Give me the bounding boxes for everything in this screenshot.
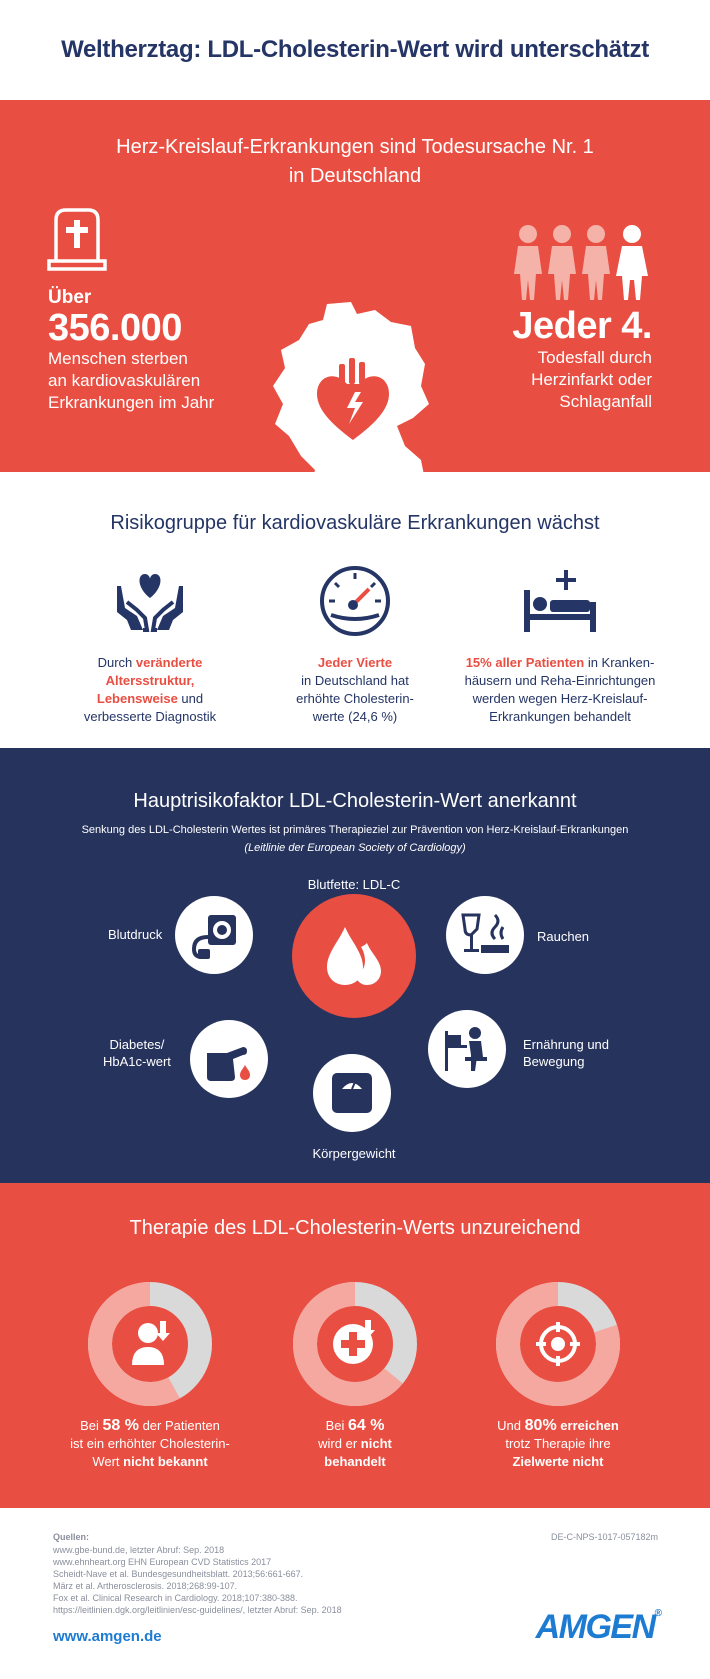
source-item: Scheidt-Nave et al. Bundesgesundheitsblatt. 2013;56:661-667. — [53, 1569, 304, 1579]
risk-group-title: Risikogruppe für kardiovaskuläre Erkrankungen wächst — [110, 512, 600, 534]
smoking-label: Rauchen — [537, 929, 590, 944]
sources-heading: Quellen: — [53, 1532, 90, 1542]
page-title: Weltherztag: LDL-Cholesterin-Wert wird unterschätzt — [61, 36, 649, 63]
deaths-stat: Über 356.000 Menschen sterben an kardiovaskulären Erkrankungen im Jahr — [48, 288, 268, 414]
deaths-number: 356.000 — [48, 307, 182, 349]
gravestone-icon — [46, 206, 108, 272]
medical-cross-icon — [333, 1320, 375, 1364]
ldl-circle — [292, 894, 416, 1018]
mortality-section — [0, 100, 710, 472]
risk-col-patients: 15% aller Patienten in Kranken- häusern und Reha-Einrichtungen werden wegen Herz-Kreislauf- Erkrankungen behandelt — [445, 560, 675, 726]
amgen-logo: AMGEN® — [535, 1608, 662, 1646]
hospital-bed-icon — [520, 568, 600, 634]
risk-factor-title: Hauptrisikofaktor LDL-Cholesterin-Wert anerkannt — [133, 790, 577, 812]
therapy-section — [0, 1183, 710, 1508]
mortality-title: Herz-Kreislauf-Erkrankungen sind Todesursache Nr. 1 in Deutschland — [116, 136, 594, 187]
therapy-text-1: Bei 58 % der Patienten ist ein erhöhter Cholesterin- Wert nicht bekannt — [70, 1417, 230, 1469]
person-desk-icon — [441, 1023, 493, 1075]
source-item: www.ehnheart.org EHN European CVD Statistics 2017 — [53, 1557, 272, 1567]
risk-col-cholesterol: Jeder Vierte in Deutschland hat erhöhte Cholesterin- werte (24,6 %) — [255, 560, 455, 726]
therapy-text-2: Bei 64 % wird er nicht behandelt — [318, 1417, 392, 1469]
ldl-label: Blutfette: LDL-C — [307, 877, 401, 892]
source-item: März et al. Artherosclerosis. 2018;268:99-107. — [53, 1581, 238, 1591]
source-item: www.gbe-bund.de, letzter Abruf: Sep. 2018 — [53, 1545, 225, 1555]
blood-pressure-icon — [188, 909, 240, 961]
scale-icon — [330, 1071, 374, 1115]
risk-group-section — [0, 472, 710, 748]
blood-drops-icon — [321, 921, 387, 991]
donut-chart-unknown — [87, 1281, 213, 1407]
source-item: https://leitlinien.dgk.org/leitlinien/esc-guidelines/, letzter Abruf: Sep. 2018 — [53, 1605, 342, 1615]
people-icon — [512, 224, 652, 302]
smoking-icon — [459, 909, 511, 961]
blood-pressure-circle — [175, 896, 253, 974]
hands-heart-icon — [113, 568, 187, 634]
every-fourth-stat: Jeder 4. Todesfall durch Herzinfarkt oder Schlaganfall — [512, 305, 652, 411]
person-down-icon — [132, 1321, 170, 1365]
gauge-icon — [317, 563, 393, 639]
diabetes-label: Diabetes/ HbA1c-wert — [103, 1037, 171, 1069]
website-link[interactable]: www.amgen.de — [53, 1628, 162, 1645]
footer — [0, 1508, 710, 1679]
smoking-circle — [446, 896, 524, 974]
source-item: Fox et al. Clinical Research in Cardiology. 2018;107:380-388. — [53, 1593, 298, 1603]
therapy-text-3: Und 80% erreichen trotz Therapie ihre Zielwerte nicht — [497, 1417, 619, 1469]
risk-col-demographics: Durch veränderte Altersstruktur, Lebensweise und verbesserte Diagnostik — [50, 560, 250, 726]
sources-list — [53, 1544, 342, 1616]
donut-arc — [100, 1294, 174, 1394]
finger-blood-icon — [203, 1033, 255, 1085]
target-icon — [536, 1322, 580, 1366]
blood-pressure-label: Blutdruck — [108, 927, 163, 942]
nutrition-circle — [428, 1010, 506, 1088]
diabetes-circle — [190, 1020, 268, 1098]
weight-circle — [313, 1054, 391, 1132]
therapy-title: Therapie des LDL-Cholesterin-Werts unzureichend — [129, 1217, 581, 1239]
document-code: DE-C-NPS-1017-057182m — [550, 1532, 658, 1542]
donut-chart-untreated — [292, 1281, 418, 1407]
risk-factor-section: Hauptrisikofaktor LDL-Cholesterin-Wert anerkannt Senkung des LDL-Cholesterin Wertes ist primäres Therapieziel zur Prävention von Herz-Kreislauf-Erkrankungen (Leitlinie der European Society of Cardiology) Blutfette: LDL-C Blutdruck Rauchen Diabetes/ HbA1c-wert Ernährung und Bewegung Körpergewicht — [0, 748, 710, 1183]
weight-label: Körpergewicht — [312, 1146, 396, 1161]
nutrition-label: Ernährung und Bewegung — [523, 1037, 610, 1069]
donut-chart-target — [495, 1281, 621, 1407]
